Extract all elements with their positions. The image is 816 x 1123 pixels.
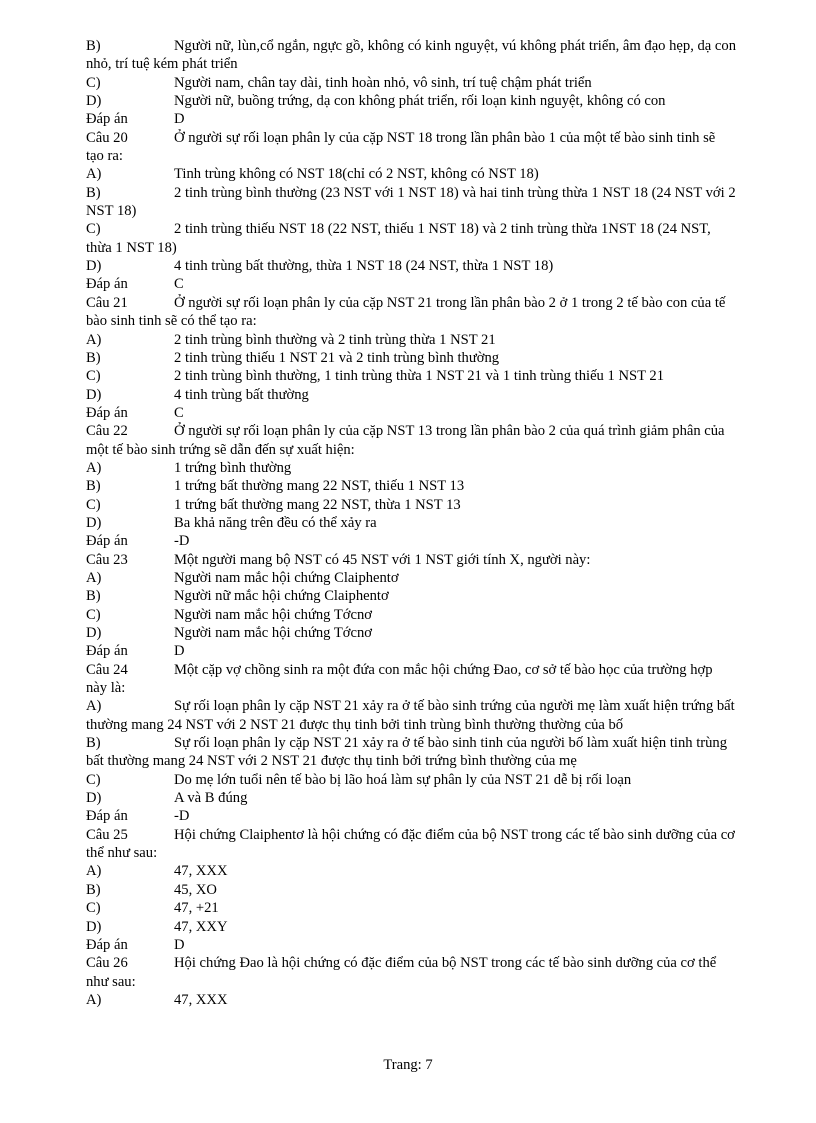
line-text: D (174, 936, 185, 953)
question-line (86, 532, 736, 550)
question-line (86, 496, 736, 514)
line-text: Người nữ, buồng trứng, dạ con không phát triển, rối loạn kinh nguyệt, không có con (174, 93, 666, 110)
line-label: D) (86, 790, 102, 807)
question-line (86, 459, 736, 477)
line-text: 1 trứng bất thường mang 22 NST, thừa 1 NST 13 (174, 496, 461, 513)
line-label: D) (86, 514, 102, 531)
line-text: Hội chứng Claiphentơ là hội chứng có đặc điểm của bộ NST trong các tế bào sinh dưỡng của cơ thể như sau: (86, 826, 735, 862)
line-text: Người nam mắc hội chứng Claiphentơ (174, 569, 399, 586)
question-line (86, 367, 736, 385)
question-line (86, 807, 736, 825)
line-text: A và B đúng (174, 790, 248, 807)
line-label: Đáp án (86, 404, 128, 421)
line-label: Đáp án (86, 276, 128, 293)
document-body (86, 37, 736, 1009)
line-text: Người nam mắc hội chứng Tớcnơ (174, 625, 372, 641)
line-label: A) (86, 331, 102, 348)
line-text: C (174, 276, 184, 293)
line-label: B) (86, 184, 101, 201)
question-line (86, 422, 736, 459)
question-line (86, 642, 736, 660)
question-line (86, 918, 736, 936)
line-label: Câu 22 (86, 423, 128, 440)
line-label: A) (86, 166, 102, 183)
question-line (86, 936, 736, 954)
question-line (86, 129, 736, 166)
line-label: Đáp án (86, 808, 128, 825)
line-text: Do mẹ lớn tuổi nên tế bào bị lão hoá làm sự phân ly của NST 21 dễ bị rối loạn (174, 771, 632, 788)
question-line (86, 294, 736, 331)
line-label: D) (86, 625, 102, 641)
line-label: B) (86, 349, 101, 366)
line-text: Ở người sự rối loạn phân ly của cặp NST 13 trong lần phân bào 2 của quá trình giảm phân của một tế bào sinh trứng sẽ dẫn đến sự xuất hiện: (86, 423, 725, 458)
question-line (86, 587, 736, 605)
page-footer: Trang: 7 (383, 1057, 433, 1073)
line-text: Tinh trùng không có NST 18(chỉ có 2 NST, không có NST 18) (174, 166, 539, 183)
line-label: D) (86, 918, 102, 935)
line-text: -D (174, 533, 190, 550)
line-label: Đáp án (86, 111, 128, 128)
line-text: 4 tinh trùng bất thường, thừa 1 NST 18 (24 NST, thừa 1 NST 18) (174, 258, 554, 275)
question-line (86, 404, 736, 422)
line-text: Ở người sự rối loạn phân ly của cặp NST 18 trong lần phân bào 1 của một tế bào sinh tinh sẽ tạo ra: (86, 129, 716, 165)
question-line (86, 110, 736, 128)
question-line (86, 331, 736, 349)
question-line (86, 624, 736, 642)
line-text: Một người mang bộ NST có 45 NST với 1 NST giới tính X, người này: (174, 551, 591, 568)
question-line (86, 991, 736, 1009)
line-label: C) (86, 900, 101, 917)
question-line (86, 899, 736, 917)
line-text: 2 tinh trùng bình thường và 2 tinh trùng thừa 1 NST 21 (174, 331, 496, 348)
line-label: A) (86, 459, 102, 476)
line-text: C (174, 404, 184, 421)
line-label: B) (86, 881, 101, 898)
line-text: D (174, 643, 185, 660)
line-text: Một cặp vợ chồng sinh ra một đứa con mắc hội chứng Đao, cơ sở tế bào học của trường hợp này là: (86, 661, 713, 697)
line-label: A) (86, 863, 102, 880)
question-line (86, 386, 736, 404)
line-text: 2 tinh trùng bình thường (23 NST với 1 NST 18) và hai tinh trùng thừa 1 NST 18 (24 NST với 2 NST 18) (86, 184, 736, 220)
line-text: -D (174, 808, 190, 825)
line-text: Sự rối loạn phân ly cặp NST 21 xảy ra ở tế bào sinh trứng của người mẹ làm xuất hiện trứng bất thường mang 24 NST với 2 NST 21 được thụ tinh bởi tinh trùng bình thường thường của bố (86, 698, 735, 733)
question-line (86, 826, 736, 863)
line-text: 1 trứng bình thường (174, 459, 292, 476)
line-label: C) (86, 771, 101, 788)
line-label: Câu 26 (86, 955, 128, 972)
line-text: Sự rối loạn phân ly cặp NST 21 xảy ra ở tế bào sinh tinh của người bố làm xuất hiện tinh trùng bất thường mang 24 NST với 2 NST 21 được thụ tinh bởi trứng bình thường của mẹ (86, 735, 728, 770)
line-text: Người nữ mắc hội chứng Claiphentơ (174, 588, 389, 605)
question-line (86, 954, 736, 991)
question-line (86, 275, 736, 293)
line-text: 2 tinh trùng thiếu 1 NST 21 và 2 tinh trùng bình thường (174, 349, 500, 366)
question-line (86, 220, 736, 257)
question-line (86, 37, 736, 74)
question-line (86, 771, 736, 789)
question-line (86, 697, 736, 734)
line-label: Đáp án (86, 533, 128, 550)
question-line (86, 661, 736, 698)
question-line (86, 569, 736, 587)
line-label: B) (86, 478, 101, 495)
line-label: A) (86, 569, 102, 586)
line-label: D) (86, 386, 102, 403)
question-line (86, 477, 736, 495)
question-line (86, 349, 736, 367)
line-label: Câu 24 (86, 661, 128, 678)
line-label: A) (86, 698, 102, 715)
question-line (86, 514, 736, 532)
question-line (86, 74, 736, 92)
line-text: Hội chứng Đao là hội chứng có đặc điểm của bộ NST trong các tế bào sinh dưỡng của cơ thể như sau: (86, 955, 717, 990)
line-label: D) (86, 93, 102, 110)
line-text: 4 tinh trùng bất thường (174, 386, 309, 403)
line-label: Đáp án (86, 936, 128, 953)
line-text: 45, XO (174, 881, 217, 898)
question-line (86, 551, 736, 569)
question-line (86, 862, 736, 880)
line-text: 47, +21 (174, 900, 219, 917)
line-text: 47, XXX (174, 863, 228, 880)
line-text: Người nam mắc hội chứng Tớcnơ (174, 606, 372, 623)
line-text: 1 trứng bất thường mang 22 NST, thiếu 1 NST 13 (174, 478, 465, 495)
line-text: 2 tinh trùng bình thường, 1 tinh trùng thừa 1 NST 21 và 1 tinh trùng thiếu 1 NST 21 (174, 368, 664, 385)
line-text: Ba khả năng trên đều có thể xảy ra (174, 514, 377, 531)
line-label: B) (86, 38, 101, 54)
line-text: 2 tinh trùng thiếu NST 18 (22 NST, thiếu 1 NST 18) và 2 tinh trùng thừa 1NST 18 (24 NST, thừa 1 NST 18) (86, 221, 711, 256)
line-label: Câu 23 (86, 551, 128, 568)
line-label: A) (86, 991, 102, 1008)
line-text: Ở người sự rối loạn phân ly của cặp NST 21 trong lần phân bào 2 ở 1 trong 2 tế bào con của tế bào sinh tinh sẽ có thể tạo ra: (86, 294, 726, 330)
line-text: 47, XXY (174, 918, 228, 935)
line-text: Người nam, chân tay dài, tinh hoàn nhỏ, vô sinh, trí tuệ chậm phát triển (174, 74, 592, 91)
line-label: C) (86, 74, 101, 91)
line-label: Đáp án (86, 643, 128, 660)
line-label: B) (86, 735, 101, 752)
line-label: C) (86, 496, 101, 513)
question-line (86, 165, 736, 183)
question-line (86, 92, 736, 110)
line-label: Câu 20 (86, 129, 128, 146)
line-label: Câu 21 (86, 294, 128, 311)
line-text: D (174, 111, 185, 128)
line-label: C) (86, 606, 101, 623)
question-line (86, 606, 736, 624)
question-line (86, 257, 736, 275)
line-label: C) (86, 368, 101, 385)
question-line (86, 184, 736, 221)
line-label: Câu 25 (86, 826, 128, 843)
question-line (86, 734, 736, 771)
line-text: 47, XXX (174, 991, 228, 1008)
question-line (86, 881, 736, 899)
line-label: D) (86, 258, 102, 275)
line-label: C) (86, 221, 101, 238)
line-label: B) (86, 588, 101, 605)
question-line (86, 789, 736, 807)
line-text: Người nữ, lùn,cổ ngắn, ngực gồ, không có kinh nguyệt, vú không phát triển, âm đạo hẹp, dạ con nhỏ, trí tuệ kém phát triển (86, 38, 736, 73)
